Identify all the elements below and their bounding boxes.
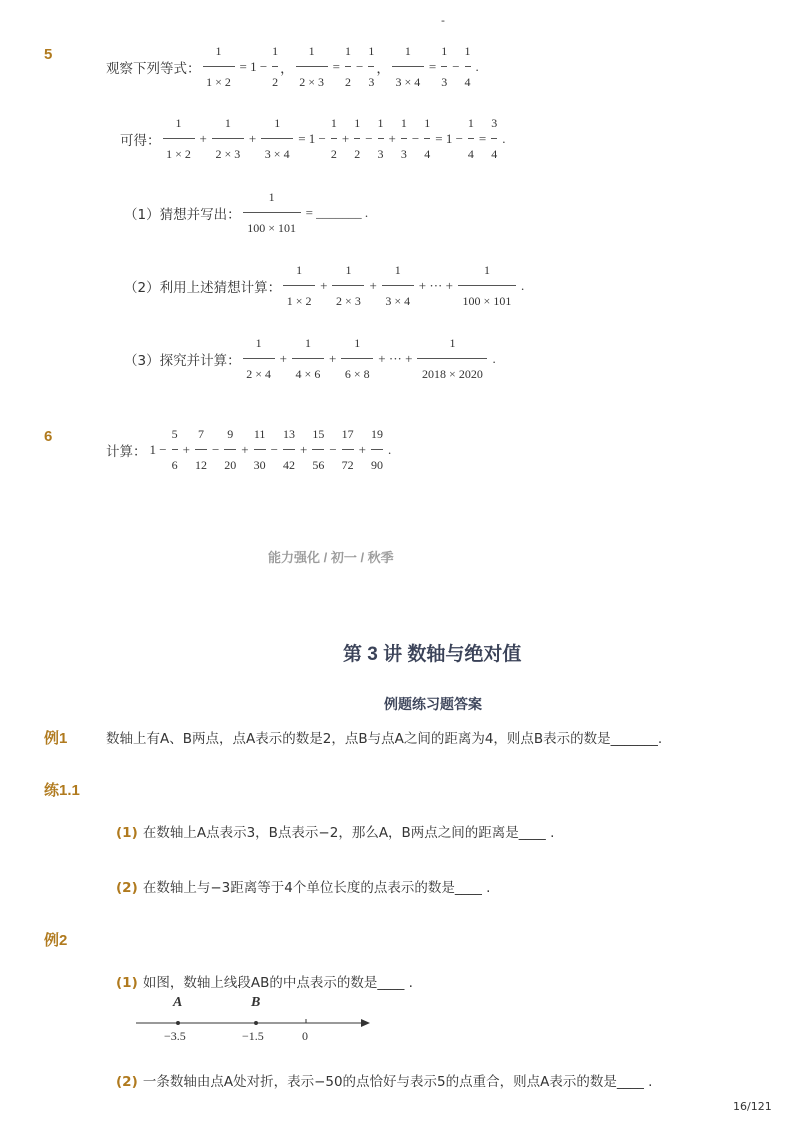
top-mark: - [441,14,445,27]
fraction: $\frac{1}{3}$ [400,116,407,161]
fraction: $\frac{3}{4}$ [491,116,498,161]
operator: + [299,441,308,457]
subquestion-label: (2) [116,880,138,896]
answer-blank[interactable]: = _______ . [305,204,369,220]
fraction: $\frac{1}{3}$ [377,116,384,161]
number-line-figure [130,990,380,1048]
practice-1-1-label: 练1.1 [44,782,80,799]
fraction: $\frac{1}{2}$ [354,116,361,161]
operator: + [182,441,190,457]
practice-q2 [116,876,490,896]
example-1-text: 数轴上有A、B两点，点A表示的数是2，点B与点A之间的距离为4，则点B表示的数是_______. [106,731,663,747]
tick-label-b: −1.5 [242,1029,264,1043]
problem5-eq-row2: 可得： $\frac{1}{1 \times 2}$ + $\frac{1}{2 \times 3}$ + $\frac{1}{3 \times 4}$ = 1 − $\frac{1}{2}$ + $\frac{1}{2}$ − $\frac{1}{3}$ + $\frac{1}{3}$ − $\frac{1}{4}$ = 1 − $\frac{1}{4}$ = $\frac{3}{4}$ . [120,116,506,161]
point-a-label: A [173,995,183,1010]
problem-number-5: 5 [44,46,53,63]
period: . [520,277,525,293]
practice-q1 [116,821,554,841]
problem5-part3: （3）探究并计算： $\frac{1}{2 \times 4}$ + $\frac{1}{4 \times 6}$ + $\frac{1}{6 \times 8}$ + ··· + $\frac{1}{2018 \times 2020}$ . [124,336,496,381]
fraction: $\frac{11}{30}$ [253,427,266,472]
operator: + [358,441,366,457]
tick-label-zero: 0 [302,1029,308,1043]
fraction: $\frac{1}{3}$ [441,44,448,89]
fraction: $\frac{1}{6 \times 8}$ [341,337,373,380]
ellipsis-plus: + ··· + [378,350,413,366]
fraction: $\frac{1}{100 \times 101}$ [458,264,516,307]
equals-one-minus: = 1 − [239,58,268,74]
problem6-expression [106,428,394,471]
fraction: $\frac{1}{2 \times 3}$ [332,264,364,307]
fraction: $\frac{1}{3 \times 4}$ [261,117,293,160]
fraction: $\frac{7}{12}$ [194,427,207,472]
fraction: $\frac{1}{3 \times 4}$ [382,264,414,307]
example-2-q1 [116,971,413,991]
separator: ， [280,60,294,77]
equals-one-minus: = 1 − [298,130,326,146]
fraction: $\frac{1}{1 \times 2}$ [283,264,315,307]
fraction: $\frac{19}{90}$ [371,427,383,472]
point-a-dot [176,1021,180,1025]
period: . [475,58,479,74]
fraction: $\frac{1}{2}$ [345,44,352,89]
fraction: $\frac{5}{6}$ [171,427,178,472]
fraction: $\frac{15}{56}$ [312,427,325,472]
subquestion-text: 在数轴上与−3距离等于4个单位长度的点表示的数是____ . [142,880,491,896]
separator: ， [376,60,390,77]
page-number: 16/121 [733,1100,772,1113]
part1-label: （1）猜想并写出： [124,206,241,223]
fraction: $\frac{9}{20}$ [224,427,237,472]
example-2-q2 [116,1070,652,1090]
part3-label: （3）探究并计算： [124,352,241,369]
fraction: $\frac{1}{2 \times 3}$ [212,117,244,160]
chapter-title: 第 3 讲 数轴与绝对值 [343,644,522,665]
fraction: $\frac{1}{2}$ [330,116,337,161]
fraction: $\frac{1}{1 \times 2}$ [163,117,195,160]
operator: − [270,441,278,457]
fraction: $\frac{1}{4 \times 6}$ [292,337,324,380]
tick-label-a: −3.5 [164,1029,186,1043]
section-title: 例题练习题答案 [384,696,482,712]
fraction: $\frac{1}{4}$ [467,116,474,161]
point-b-label: B [251,995,261,1010]
arrow-right-icon [361,1019,370,1027]
fraction: $\frac{1}{2018 \times 2020}$ [417,337,487,380]
point-b-dot [254,1021,258,1025]
subquestion-text: 一条数轴由点A处对折，表示−50的点恰好与表示5的点重合，则点A表示的数是____ . [142,1074,653,1090]
fraction: $\frac{17}{72}$ [341,427,354,472]
subquestion-label: (1) [116,825,138,841]
fraction: $\frac{1}{2}$ [272,44,279,89]
subquestion-label: (1) [116,975,138,991]
subquestion-label: (2) [116,1074,138,1090]
equals-sign: = [478,130,487,146]
fraction: $\frac{1}{100 \times 101}$ [243,191,301,234]
problem6-label: 计算： [106,443,147,460]
leading-term: 1 − [149,441,167,457]
example-1-label: 例1 [44,730,68,747]
problem-number-6: 6 [44,428,53,445]
ellipsis-plus: + ··· + [418,277,453,293]
subquestion-text: 在数轴上A点表示3，B点表示−2，那么A，B两点之间的距离是____ . [142,825,555,841]
equals-sign: = [332,58,341,74]
problem5-intro: 观察下列等式： [106,60,201,77]
page-footer-label: 能力强化 / 初一 / 秋季 [268,550,394,565]
equals-sign: = [428,58,437,74]
fraction: $\frac{1}{2 \times 3}$ [296,45,328,88]
example-2-label: 例2 [44,932,68,949]
period: . [502,130,506,146]
subquestion-text: 如图，数轴上线段AB的中点表示的数是____ . [142,975,413,991]
fraction: $\frac{13}{42}$ [282,427,295,472]
part2-label: （2）利用上述猜想计算： [124,279,282,296]
derive-label: 可得： [120,132,161,149]
fraction: $\frac{1}{3 \times 4}$ [392,45,424,88]
period: . [388,441,392,457]
operator: + [241,441,249,457]
equals-one-minus: = 1 − [435,130,463,146]
fraction: $\frac{1}{1 \times 2}$ [203,45,235,88]
problem5-part2: （2）利用上述猜想计算： $\frac{1}{1 \times 2}$ + $\frac{1}{2 \times 3}$ + $\frac{1}{3 \times 4}$ + ··· + $\frac{1}{100 \times 101}$ . [124,263,525,308]
fraction: $\frac{1}{4}$ [464,44,471,89]
operator: − [329,441,337,457]
fraction: $\frac{1}{3}$ [368,44,375,89]
fraction: $\frac{1}{4}$ [424,116,431,161]
period: . [492,350,496,366]
problem5-eq-row1: 观察下列等式： $\frac{1}{1 \times 2}$ = 1 − $\frac{1}{2}$ ， $\frac{1}{2 \times 3}$ = $\frac{1}{2}$ − $\frac{1}{3}$ ， $\frac{1}{3 \times 4}$ = $\frac{1}{3}$ − $\frac{1}{4}$ . [106,44,479,89]
fraction: $\frac{1}{2 \times 4}$ [243,337,275,380]
operator: − [211,441,220,457]
problem5-part1 [124,191,371,234]
